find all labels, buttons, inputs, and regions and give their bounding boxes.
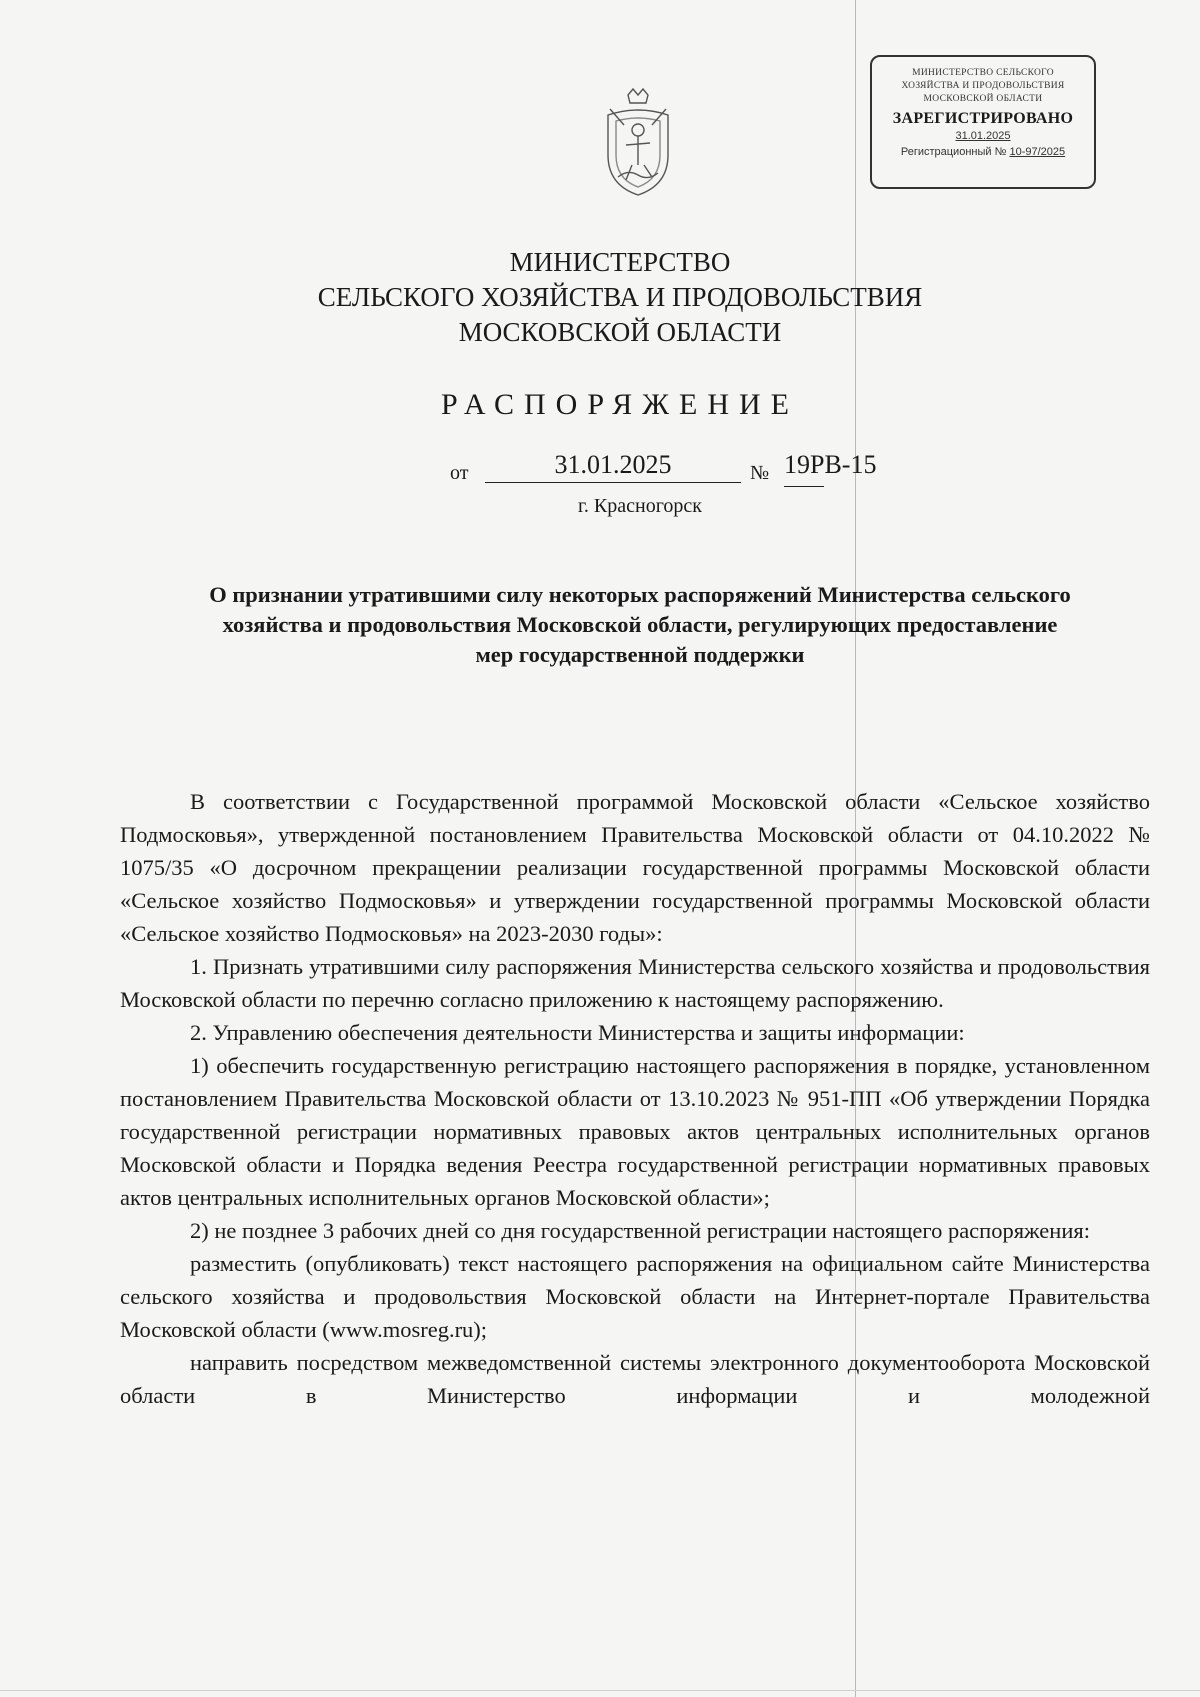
- stamp-date: 31.01.2025: [955, 130, 1011, 142]
- date-prefix: от: [450, 462, 469, 484]
- body-paragraph: направить посредством межведомственной системы электронного документооборота Московской области в Министерство информации и молодежной: [120, 1350, 1150, 1408]
- subject-line: О признании утратившими силу некоторых распоряжений Министерства сельского: [209, 582, 1071, 607]
- document-date-number: [450, 450, 950, 490]
- ministry-line: МОСКОВСКОЙ ОБЛАСТИ: [458, 317, 782, 347]
- number-underline: [784, 486, 824, 487]
- stamp-org-line: МИНИСТЕРСТВО СЕЛЬСКОГО: [912, 68, 1054, 78]
- stamp-reg-value: 10-97/2025: [1009, 146, 1066, 158]
- body-paragraph: разместить (опубликовать) текст настоящего распоряжения на официальном сайте Министерства сельского хозяйства и продовольствия Московской области на Интернет-портале Правительства Московской области (www.mosreg.ru);: [120, 1251, 1150, 1342]
- stamp-reg-number: [872, 146, 1094, 158]
- document-city: г. Красногорск: [577, 495, 703, 517]
- number-prefix: №: [750, 462, 770, 484]
- stamp-org-line: ХОЗЯЙСТВА И ПРОДОВОЛЬСТВИЯ: [901, 81, 1065, 91]
- subject-line: хозяйства и продовольствия Московской области, регулирующих предоставление: [222, 612, 1058, 637]
- registration-stamp: [870, 55, 1096, 189]
- document-body: [120, 785, 1150, 1412]
- body-paragraph: 2) не позднее 3 рабочих дней со дня государственной регистрации настоящего распоряжения:: [190, 1218, 1090, 1243]
- body-paragraph: 1) обеспечить государственную регистрацию настоящего распоряжения в порядке, установленном постановлением Правительства Московской области от 13.10.2023 № 951-ПП «Об утверждении Порядка государственной регистрации нормативных правовых актов центральных исполнительных органов Московской области и Порядка ведения Реестра государственной регистрации нормативных правовых актов центральных исполнительных органов Московской области»;: [120, 1053, 1150, 1210]
- ministry-name: [240, 245, 1000, 350]
- body-paragraph: В соответствии с Государственной программой Московской области «Сельское хозяйство Подмосковья», утвержденной постановлением Правительства Московской области от 04.10.2022 № 1075/35 «О досрочном прекращении реализации государственной программы Московской области «Сельское хозяйство Подмосковья» и утверждении государственной программы Московской области «Сельское хозяйство Подмосковья» на 2023-2030 годы»:: [120, 789, 1150, 946]
- document-number: 19РВ-15: [784, 450, 877, 479]
- stamp-status: ЗАРЕГИСТРИРОВАНО: [892, 110, 1074, 127]
- document-type: РАСПОРЯЖЕНИЕ: [440, 388, 800, 421]
- ministry-line: МИНИСТЕРСТВО: [509, 247, 731, 277]
- subject-line: мер государственной поддержки: [475, 642, 805, 667]
- scan-edge-line: [0, 1690, 1200, 1691]
- body-paragraph: 2. Управлению обеспечения деятельности Министерства и защиты информации:: [190, 1020, 965, 1045]
- document-date: 31.01.2025: [485, 450, 741, 483]
- coat-of-arms-emblem: [588, 85, 688, 200]
- stamp-org-line: МОСКОВСКОЙ ОБЛАСТИ: [923, 94, 1043, 104]
- stamp-reg-label: Регистрационный №: [900, 146, 1007, 158]
- body-paragraph: 1. Признать утратившими силу распоряжения Министерства сельского хозяйства и продовольствия Московской области по перечню согласно приложению к настоящему распоряжению.: [120, 954, 1150, 1012]
- document-subject: [120, 580, 1160, 670]
- ministry-line: СЕЛЬСКОГО ХОЗЯЙСТВА И ПРОДОВОЛЬСТВИЯ: [317, 282, 923, 312]
